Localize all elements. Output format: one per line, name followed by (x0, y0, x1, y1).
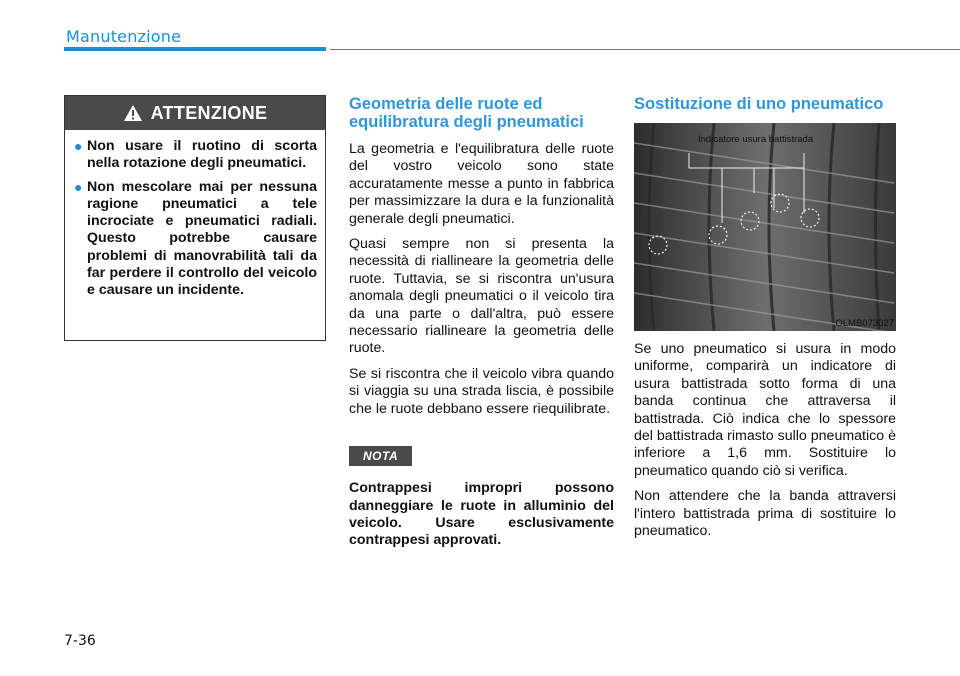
figure-code: OLMB073027 (835, 318, 894, 329)
alignment-heading: Geometria delle ruote ed equilibratura degli pneumatici (349, 95, 584, 131)
note-badge: NOTA (349, 446, 412, 466)
replacement-paragraph: Non attendere che la banda attraversi l'intero battistrada prima di sostituire lo pneumatico. (634, 488, 896, 540)
header-rule-thick (64, 47, 326, 51)
alignment-paragraph: Quasi sempre non si presenta la necessità di riallineare la geometria delle ruote. Tuttavia, se si riscontra un'usura anomala degli pneumatici o il veicolo tira da una parte o dall'altra, può essere necessario riallineare la geometria delle ruote. (349, 236, 614, 357)
section-title: Manutenzione (66, 27, 182, 46)
tire-tread-figure (634, 123, 896, 331)
warning-triangle-icon (123, 104, 143, 122)
figure-caption: Indicatore usura battistrada (698, 134, 814, 145)
page-number: 7-36 (64, 633, 96, 649)
warning-header (65, 96, 325, 130)
bullet-icon: ● (74, 138, 83, 154)
alignment-section (349, 95, 614, 550)
replacement-section (634, 95, 896, 548)
note-text: Contrappesi impropri possono danneggiare le ruote in alluminio del veicolo. Usare esclusivamente contrappesi approvati. (349, 480, 614, 549)
warning-list (65, 130, 325, 300)
warning-item: ● Non mescolare mai per nessuna ragione pneumatici a tele incrociate e pneumatici radiali. Questo potrebbe causare problemi di manovrabilità tali da far perdere il controllo del veicolo e causare un incidente. (74, 178, 317, 299)
alignment-paragraph: Se si riscontra che il veicolo vibra quando si viaggia su una strada liscia, è possibile che le ruote debbano essere riequilibrate. (349, 365, 614, 417)
warning-box (64, 95, 326, 341)
warning-item: ● Non usare il ruotino di scorta nella rotazione degli pneumatici. (74, 138, 317, 172)
warning-title: ATTENZIONE (150, 102, 268, 123)
replacement-paragraph: Se uno pneumatico si usura in modo uniforme, comparirà un indicatore di usura battistrada sotto forma di una banda continua che attraversa il battistrada. Ciò indica che lo spessore del battistrada rimasto sullo pneumatico è inferiore a 1,6 mm. Sostituire lo pneumatico quando ciò si verifica. (634, 341, 896, 479)
tire-tread-illustration (634, 123, 896, 331)
alignment-paragraph: La geometria e l'equilibratura delle ruote del vostro veicolo sono state accuratamente messe a punto in fabbrica per massimizzare la dura e la funzionalità generale degli pneumatici. (349, 141, 614, 227)
replacement-heading: Sostituzione di uno pneumatico (634, 95, 884, 113)
bullet-icon: ● (74, 178, 83, 195)
header-rule-thin (330, 49, 960, 51)
